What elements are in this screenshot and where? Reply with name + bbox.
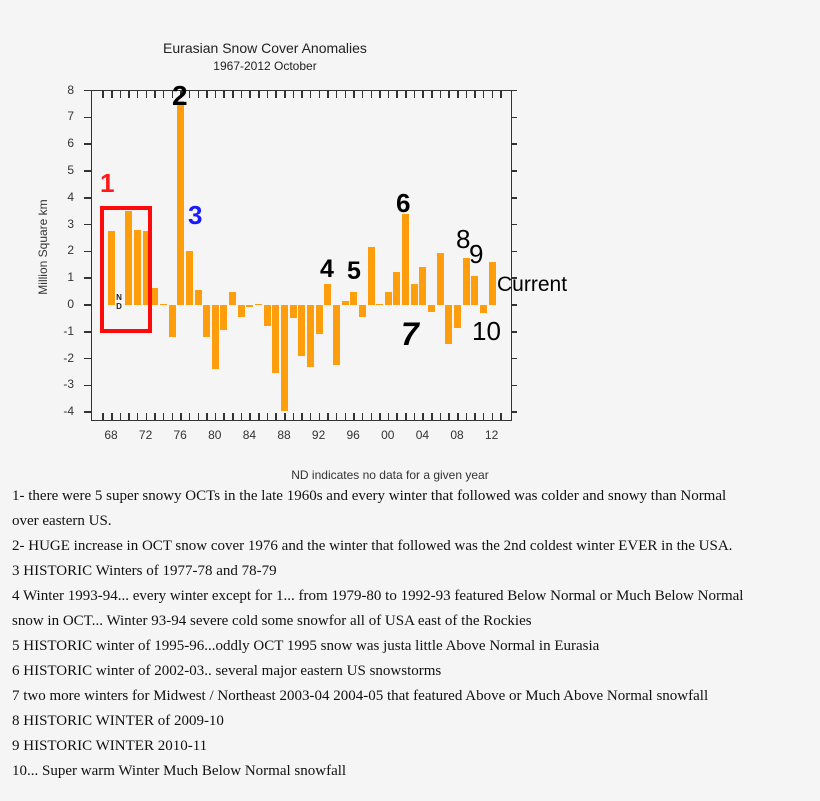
- x-tick: [440, 91, 442, 98]
- x-tick-label: 72: [138, 428, 153, 442]
- x-tick: [422, 91, 424, 98]
- bar-1977: [186, 251, 193, 305]
- x-tick: [388, 413, 390, 420]
- bar-1981: [220, 305, 227, 330]
- x-tick: [448, 413, 450, 420]
- x-tick-label: 00: [381, 428, 395, 442]
- x-tick: [258, 91, 260, 98]
- x-tick: [275, 91, 277, 98]
- x-tick: [457, 91, 459, 98]
- x-tick: [232, 413, 234, 420]
- x-tick: [431, 413, 433, 420]
- x-tick: [137, 91, 139, 98]
- bar-1988: [281, 305, 288, 411]
- x-tick: [396, 91, 398, 98]
- x-tick: [371, 91, 373, 98]
- x-tick: [457, 413, 459, 420]
- no-data-marker: [114, 293, 124, 311]
- x-tick: [396, 413, 398, 420]
- y-tick-right: [511, 411, 517, 413]
- x-tick: [241, 91, 243, 98]
- x-tick: [249, 91, 251, 98]
- x-tick-label: 68: [104, 428, 118, 442]
- bar-1993: [324, 284, 331, 305]
- x-tick: [128, 413, 130, 420]
- x-tick: [267, 91, 269, 98]
- x-tick: [293, 413, 295, 420]
- y-tick: [84, 411, 92, 413]
- bar-2008: [454, 305, 461, 328]
- y-tick-right: [511, 304, 517, 306]
- y-tick: [84, 90, 92, 92]
- y-tick-right: [511, 224, 517, 226]
- bar-1973: [151, 288, 158, 305]
- x-tick: [128, 91, 130, 98]
- y-tick: [84, 277, 92, 279]
- x-tick: [301, 91, 303, 98]
- y-tick-label: 1: [67, 270, 74, 285]
- x-tick-label: 80: [208, 428, 222, 442]
- note-line: 2- HUGE increase in OCT snow cover 1976 and the winter that followed was the 2nd coldest winter EVER in the USA.: [12, 538, 733, 554]
- x-tick: [345, 91, 347, 98]
- chart-subtitle: 1967-2012 October: [213, 59, 317, 73]
- bar-1979: [203, 305, 210, 337]
- x-tick: [258, 413, 260, 420]
- y-tick-right: [511, 251, 517, 253]
- x-tick: [345, 413, 347, 420]
- bar-2001: [393, 272, 400, 306]
- y-tick-label: -2: [63, 350, 74, 365]
- bar-2005: [428, 305, 435, 312]
- x-tick: [163, 91, 165, 98]
- bar-1974: [160, 304, 167, 306]
- annotation-5: 5: [347, 257, 361, 285]
- x-tick: [327, 413, 329, 420]
- annotation-7: 7: [401, 316, 419, 352]
- bar-1975: [169, 305, 176, 337]
- x-tick: [102, 413, 104, 420]
- y-tick-right: [511, 170, 517, 172]
- x-tick: [474, 413, 476, 420]
- x-tick: [414, 91, 416, 98]
- bar-2011: [480, 305, 487, 313]
- y-tick: [84, 143, 92, 145]
- x-tick: [120, 413, 122, 420]
- x-tick: [362, 91, 364, 98]
- x-tick: [474, 91, 476, 98]
- bar-1976: [177, 101, 184, 305]
- x-tick: [414, 413, 416, 420]
- note-line: 6 HISTORIC winter of 2002-03.. several major eastern US snowstorms: [12, 663, 442, 679]
- x-tick-label: 88: [277, 428, 291, 442]
- y-tick-label: 5: [67, 163, 74, 177]
- y-tick-label: 4: [67, 189, 74, 204]
- bar-2007: [445, 305, 452, 344]
- note-line: 7 two more winters for Midwest / Northeast 2003-04 2004-05 that featured Above or Much Above Normal snowfall: [12, 688, 709, 704]
- x-tick: [241, 413, 243, 420]
- x-tick: [353, 91, 355, 98]
- bar-1996: [350, 292, 357, 305]
- bar-2010: [471, 276, 478, 305]
- bar-1991: [307, 305, 314, 367]
- y-tick-label: 3: [67, 216, 74, 231]
- x-tick-label: 92: [311, 428, 326, 442]
- bar-1998: [368, 247, 375, 305]
- y-tick-label: 2: [67, 243, 74, 258]
- bar-1984: [246, 305, 253, 307]
- x-tick: [154, 413, 156, 420]
- x-tick: [319, 91, 321, 98]
- x-tick: [362, 413, 364, 420]
- x-tick: [405, 413, 407, 420]
- x-tick-label: 84: [242, 428, 257, 442]
- x-tick-label: 08: [450, 428, 464, 442]
- note-line: 5 HISTORIC winter of 1995-96...oddly OCT 1995 snow was justa little Above Normal in Eurasia: [12, 638, 600, 654]
- bar-1982: [229, 292, 236, 305]
- bar-1987: [272, 305, 279, 373]
- annotation-10: 10: [472, 316, 501, 346]
- y-tick-label: -3: [63, 377, 74, 392]
- x-tick: [483, 413, 485, 420]
- note-line: 10... Super warm Winter Much Below Normal snowfall: [12, 763, 347, 779]
- y-tick: [84, 358, 92, 360]
- x-tick-label: 12: [484, 428, 499, 442]
- x-tick: [371, 413, 373, 420]
- x-tick: [189, 413, 191, 420]
- x-tick: [249, 413, 251, 420]
- y-tick: [84, 385, 92, 387]
- note-line: 9 HISTORIC WINTER 2010-11: [12, 738, 208, 754]
- y-tick-label: -1: [63, 323, 74, 338]
- bar-1980: [212, 305, 219, 369]
- note-line: 1- there were 5 super snowy OCTs in the late 1960s and every winter that followed was colder and snowy than Normal: [12, 488, 727, 504]
- x-tick-label: 76: [173, 428, 187, 442]
- y-tick-label: 7: [67, 109, 74, 124]
- no-data-note: ND indicates no data for a given year: [291, 468, 489, 482]
- x-tick-label: 04: [415, 428, 430, 442]
- y-tick-right: [511, 143, 517, 145]
- x-tick: [336, 91, 338, 98]
- x-tick: [336, 413, 338, 420]
- x-tick: [172, 413, 174, 420]
- x-tick: [500, 91, 502, 98]
- x-tick: [206, 91, 208, 98]
- x-tick: [422, 413, 424, 420]
- x-tick: [466, 413, 468, 420]
- x-tick: [180, 413, 182, 420]
- nd-letter-n: N: [116, 293, 122, 302]
- x-tick: [111, 91, 113, 98]
- y-tick: [84, 170, 92, 172]
- y-tick-right: [511, 117, 517, 119]
- bar-1994: [333, 305, 340, 365]
- bar-2006: [437, 253, 444, 305]
- y-tick: [84, 304, 92, 306]
- x-tick: [466, 91, 468, 98]
- annotation-6: 6: [396, 188, 411, 218]
- y-tick: [84, 224, 92, 226]
- bar-1983: [238, 305, 245, 317]
- x-tick: [284, 413, 286, 420]
- x-tick: [293, 91, 295, 98]
- x-tick: [431, 91, 433, 98]
- bar-2012: [489, 262, 496, 305]
- annotation-4: 4: [320, 255, 334, 283]
- bar-1986: [264, 305, 271, 326]
- note-line: 4 Winter 1993-94... every winter except for 1... from 1979-80 to 1992-93 featured Below Normal or Much Below Normal: [12, 588, 744, 604]
- x-tick: [232, 91, 234, 98]
- x-tick: [120, 91, 122, 98]
- x-tick: [215, 91, 217, 98]
- annotation-9: 9: [469, 239, 484, 269]
- x-tick: [310, 91, 312, 98]
- x-tick: [500, 413, 502, 420]
- y-tick-right: [511, 385, 517, 387]
- x-tick: [111, 413, 113, 420]
- bar-1985: [255, 304, 262, 306]
- y-axis-label: Million Square km: [36, 199, 50, 295]
- note-line: snow in OCT... Winter 93-94 severe cold some snowfor all of USA east of the Rockies: [12, 613, 532, 629]
- x-tick: [163, 413, 165, 420]
- x-tick: [223, 413, 225, 420]
- x-tick: [492, 91, 494, 98]
- x-tick: [102, 91, 104, 98]
- x-tick: [146, 91, 148, 98]
- x-tick: [379, 91, 381, 98]
- y-tick-label: 8: [67, 82, 74, 97]
- highlight-box: [100, 206, 152, 333]
- y-tick: [84, 197, 92, 199]
- bar-2004: [419, 267, 426, 305]
- x-tick: [448, 91, 450, 98]
- bar-2002: [402, 214, 409, 305]
- y-tick: [84, 331, 92, 333]
- x-tick: [379, 413, 381, 420]
- x-tick: [189, 91, 191, 98]
- x-tick: [301, 413, 303, 420]
- x-tick: [483, 91, 485, 98]
- annotation-1: 1: [100, 168, 115, 198]
- y-tick-label: 0: [67, 297, 74, 311]
- annotation-2: 2: [172, 80, 188, 111]
- chart-title: Eurasian Snow Cover Anomalies: [163, 40, 367, 56]
- x-tick: [223, 91, 225, 98]
- nd-letter-d: D: [116, 302, 122, 311]
- x-tick: [440, 413, 442, 420]
- note-line: over eastern US.: [12, 513, 112, 529]
- x-tick: [267, 413, 269, 420]
- y-tick-right: [511, 331, 517, 333]
- bar-1995: [342, 301, 349, 305]
- y-tick-right: [511, 90, 517, 92]
- bar-1978: [195, 290, 202, 305]
- x-tick: [198, 91, 200, 98]
- x-tick: [353, 413, 355, 420]
- x-tick: [492, 413, 494, 420]
- y-tick-label: 6: [67, 136, 74, 151]
- x-tick: [146, 413, 148, 420]
- x-tick: [206, 413, 208, 420]
- x-tick: [275, 413, 277, 420]
- annotation-3: 3: [188, 200, 203, 230]
- x-tick: [198, 413, 200, 420]
- bar-2000: [385, 292, 392, 305]
- x-tick: [310, 413, 312, 420]
- x-tick: [284, 91, 286, 98]
- note-line: 8 HISTORIC WINTER of 2009-10: [12, 713, 224, 729]
- bar-1992: [316, 305, 323, 334]
- y-tick: [84, 117, 92, 119]
- bar-1999: [376, 304, 383, 306]
- x-tick: [319, 413, 321, 420]
- y-tick-right: [511, 358, 517, 360]
- x-tick: [405, 91, 407, 98]
- y-tick-right: [511, 197, 517, 199]
- bar-1990: [298, 305, 305, 356]
- y-tick-label: -4: [63, 404, 74, 419]
- x-tick-label: 96: [346, 428, 360, 442]
- bar-1989: [290, 305, 297, 318]
- x-tick: [215, 413, 217, 420]
- notes-list: [12, 484, 817, 784]
- bar-1997: [359, 305, 366, 317]
- x-tick: [154, 91, 156, 98]
- annotation-current: Current: [497, 273, 568, 296]
- x-tick: [327, 91, 329, 98]
- bar-2003: [411, 284, 418, 305]
- y-tick: [84, 251, 92, 253]
- annotation-8: 8: [456, 224, 471, 254]
- x-tick: [137, 413, 139, 420]
- plot-frame: [91, 90, 512, 421]
- x-tick: [388, 91, 390, 98]
- note-line: 3 HISTORIC Winters of 1977-78 and 78-79: [12, 563, 277, 579]
